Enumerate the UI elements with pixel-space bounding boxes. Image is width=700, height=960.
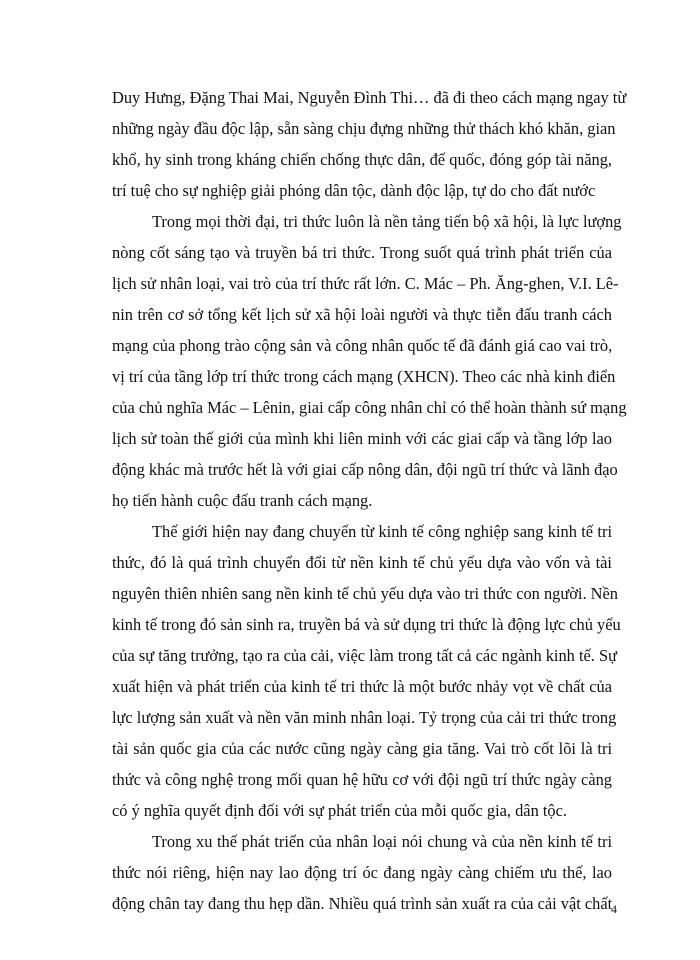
page-number: 4 bbox=[611, 902, 617, 916]
paragraph-line: thức và công nghệ trong mối quan hệ hữu cơ với đội ngũ trí thức ngày càng bbox=[112, 770, 612, 789]
paragraph-line: lịch sử nhân loại, vai trò của trí thức rất lớn. C. Mác – Ph. Ăng-ghen, V.I. Lê- bbox=[112, 274, 619, 293]
paragraph-line: kinh tế trong đó sản sinh ra, truyền bá và sử dụng tri thức là động lực chủ yếu bbox=[112, 615, 621, 634]
paragraph-line: nguyên thiên nhiên sang nền kinh tế chủ yếu dựa vào tri thức con người. Nền bbox=[112, 584, 618, 603]
paragraph-line: nin trên cơ sở tổng kết lịch sử xã hội loài người và thực tiễn đấu tranh cách bbox=[112, 305, 612, 324]
paragraph-line: thức nói riêng, hiện nay lao động trí óc đang ngày càng chiếm ưu thế, lao bbox=[112, 863, 612, 882]
paragraph-line: động chân tay đang thu hẹp dần. Nhiều quá trình sản xuất ra của cải vật chất bbox=[112, 894, 613, 913]
paragraph-line: thức, đó là quá trình chuyển đổi từ nền kinh tế chủ yếu dựa vào vốn và tài bbox=[112, 553, 612, 572]
paragraph-line: nòng cốt sáng tạo và truyền bá tri thức. Trong suốt quá trình phát triển của bbox=[112, 243, 612, 262]
paragraph-line: vị trí của tầng lớp trí thức trong cách mạng (XHCN). Theo các nhà kinh điển bbox=[112, 367, 616, 386]
paragraph-line: họ tiến hành cuộc đấu tranh cách mạng. bbox=[112, 491, 373, 510]
paragraph-line: tài sản quốc gia của các nước cũng ngày càng gia tăng. Vai trò cốt lõi là tri bbox=[112, 739, 612, 758]
paragraph-line: Trong mọi thời đại, tri thức luôn là nền tảng tiến bộ xã hội, là lực lượng bbox=[152, 212, 622, 231]
paragraph-line: mạng của phong trào cộng sản và công nhân quốc tế đã đánh giá cao vai trò, bbox=[112, 336, 613, 355]
paragraph-line: trí tuệ cho sự nghiệp giải phóng dân tộc, dành độc lập, tự do cho đất nước bbox=[112, 181, 596, 200]
paragraph-line: của sự tăng trưởng, tạo ra của cải, việc làm trong tất cả các ngành kinh tế. Sự bbox=[112, 646, 617, 665]
paragraph-line: động khác mà trước hết là với giai cấp nông dân, đội ngũ trí thức và lãnh đạo bbox=[112, 460, 618, 479]
paragraph-line: lực lượng sản xuất và nền văn minh nhân loại. Tỷ trọng của cải tri thức trong bbox=[112, 708, 617, 727]
paragraph-line: có ý nghĩa quyết định đối với sự phát triển của mỗi quốc gia, dân tộc. bbox=[112, 801, 567, 820]
paragraph-line: xuất hiện và phát triển của kinh tế tri thức là một bước nhảy vọt về chất của bbox=[112, 677, 612, 696]
paragraph-line: Thế giới hiện nay đang chuyển từ kinh tế công nghiệp sang kinh tế tri bbox=[152, 522, 612, 541]
paragraph-line: những ngày đầu độc lập, sẵn sàng chịu đựng những thử thách khó khăn, gian bbox=[112, 119, 616, 138]
paragraph-line: khổ, hy sinh trong kháng chiến chống thực dân, đế quốc, đóng góp tài năng, bbox=[112, 150, 612, 169]
paragraph-line: của chủ nghĩa Mác – Lênin, giai cấp công nhân chỉ có thể hoàn thành sứ mạng bbox=[112, 398, 627, 417]
paragraph-line: lịch sử toàn thế giới của mình khi liên minh với các giai cấp và tầng lớp lao bbox=[112, 429, 612, 448]
paragraph-line: Trong xu thế phát triển của nhân loại nói chung và của nền kinh tế tri bbox=[152, 832, 612, 851]
paragraph-line: Duy Hưng, Đặng Thai Mai, Nguyễn Đình Thi… đã đi theo cách mạng ngay từ bbox=[112, 88, 627, 107]
